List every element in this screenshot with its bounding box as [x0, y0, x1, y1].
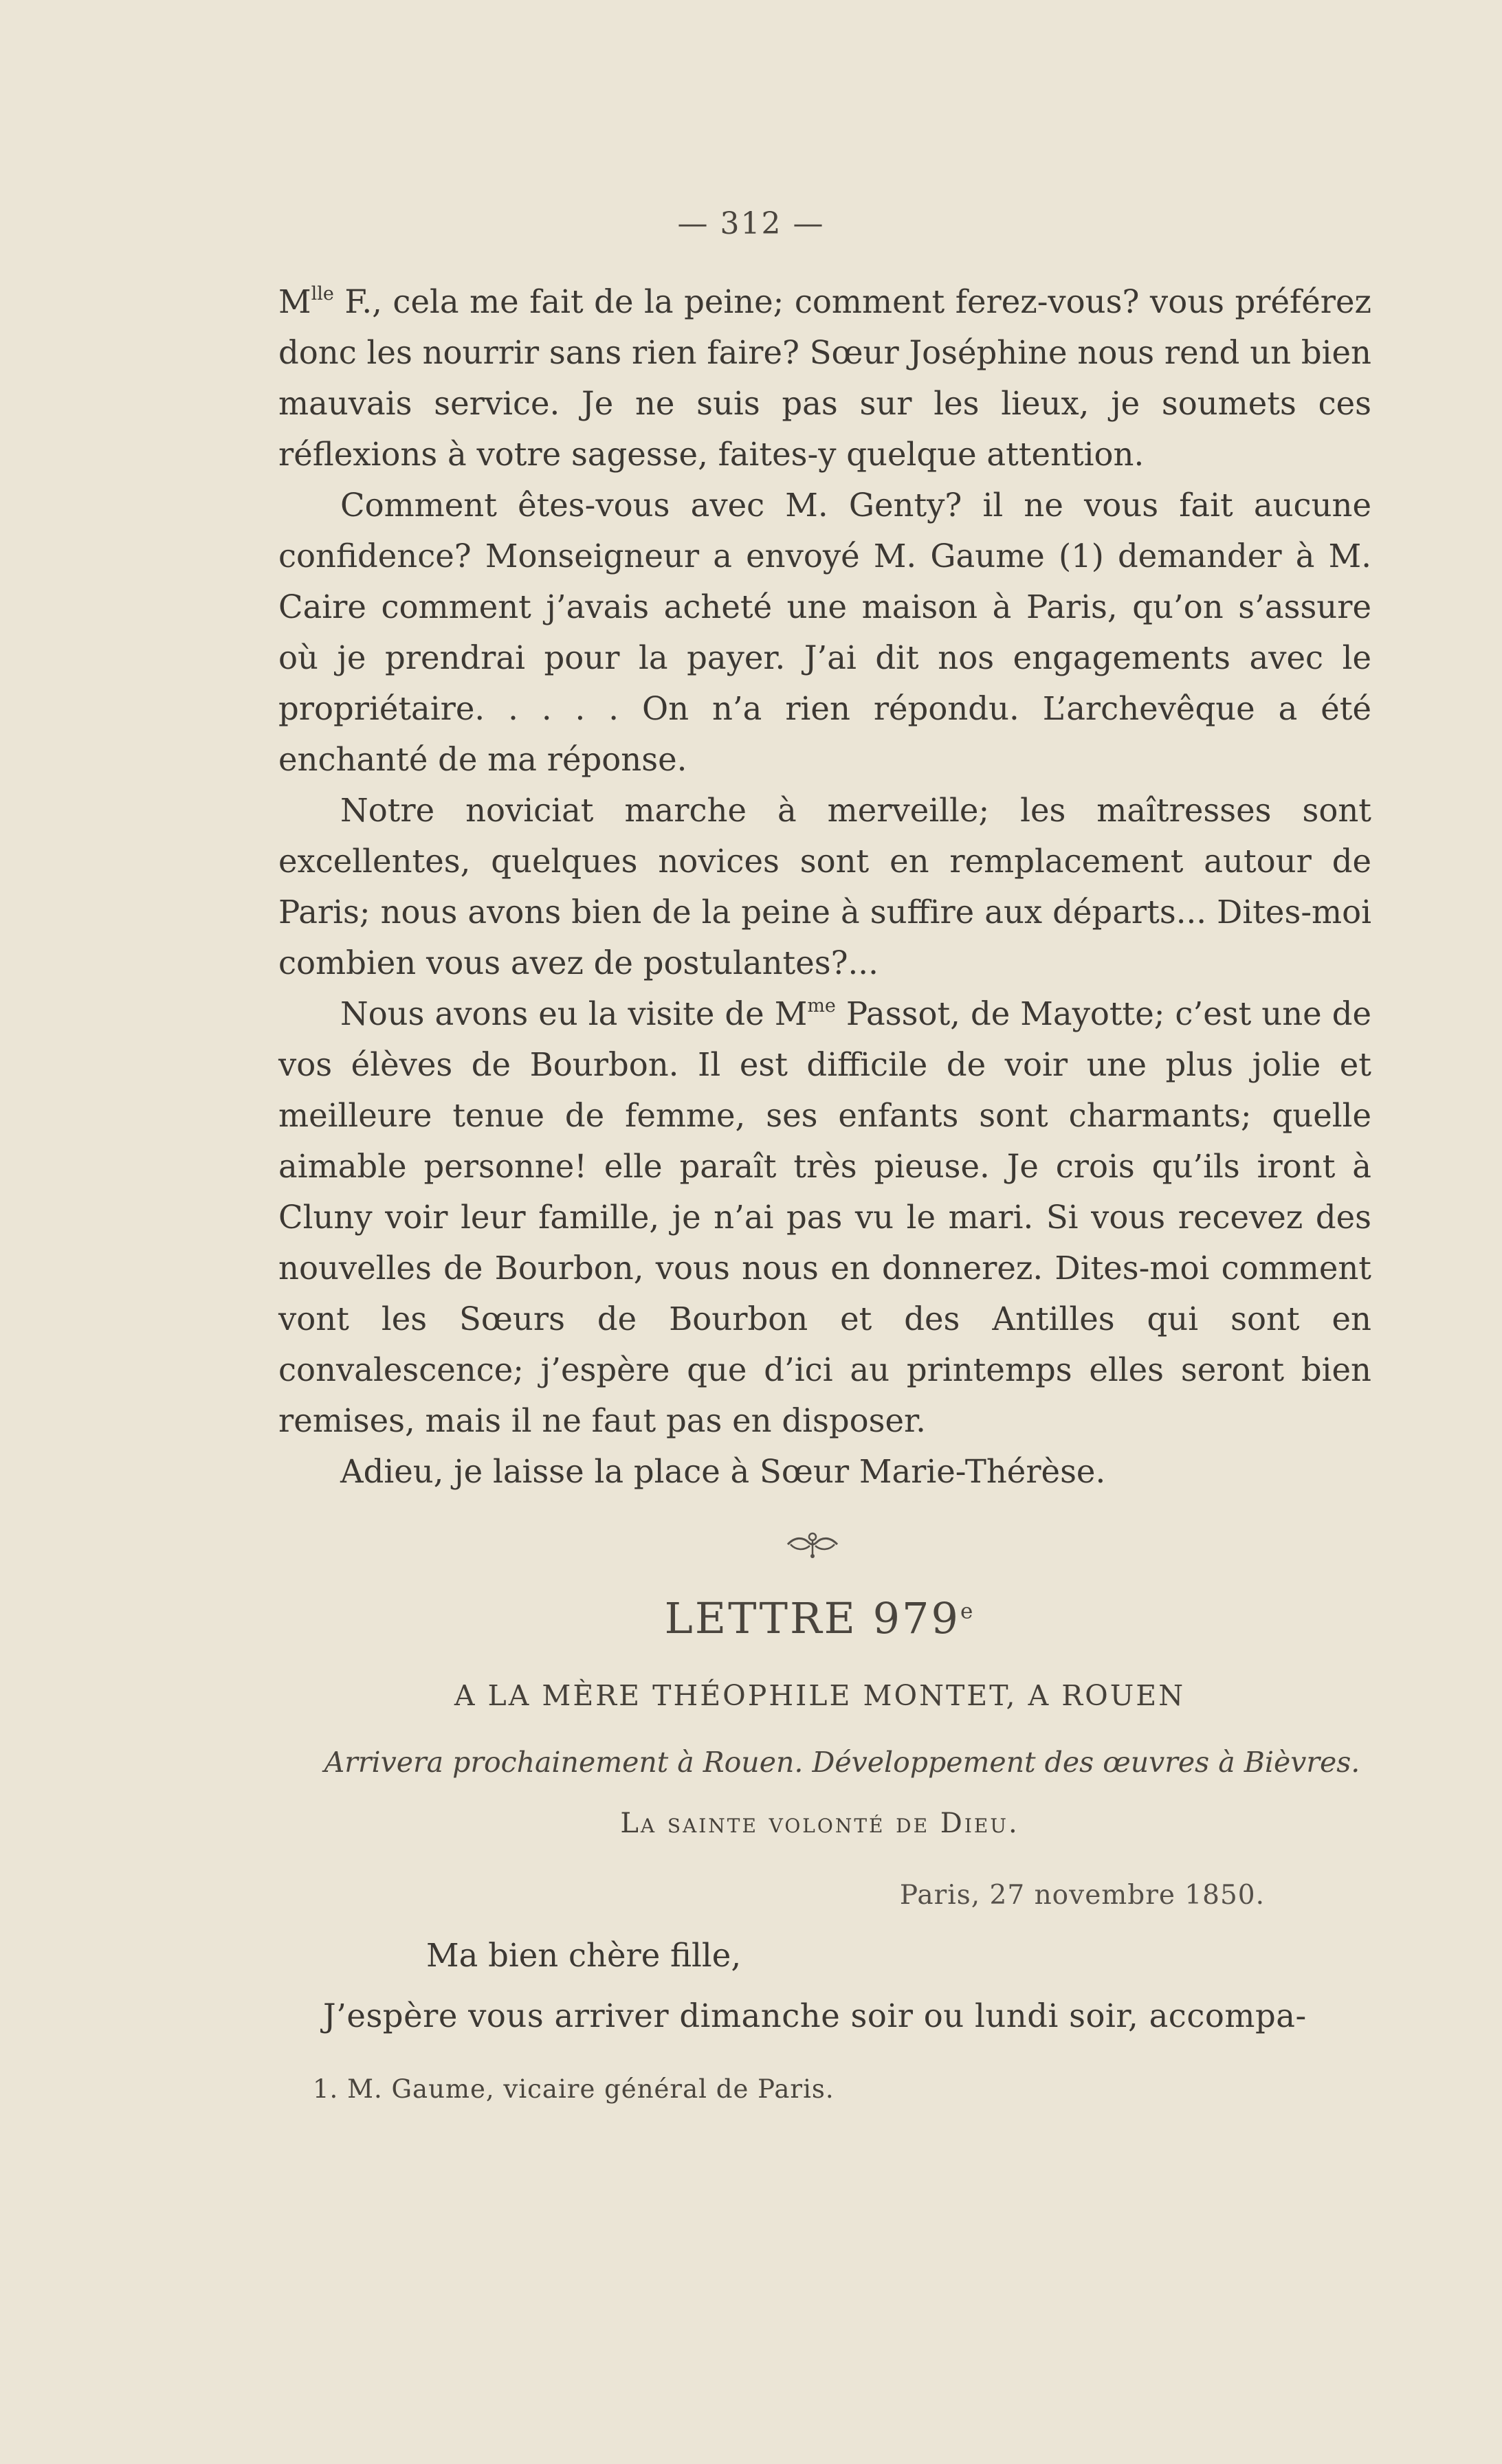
letter-date: Paris, 27 novembre 1850.	[899, 1880, 1265, 1911]
paragraph: Notre noviciat marche à merveille; les maîtresses sont excellentes, quelques novices sont en remplacement autour de Paris; nous avons bien de la peine à suffire aux départs... Dites-moi combien vous avez de postulantes?...	[278, 792, 1371, 981]
letter-opening-line: J’espère vous arriver dimanche soir ou lundi soir, accompa-	[323, 1997, 1307, 2034]
letter-recipient: A LA MÈRE THÉOPHILE MONTET, A ROUEN	[454, 1679, 1186, 1712]
letter-theme: La sainte volonté de Dieu.	[620, 1808, 1019, 1839]
paragraph: Adieu, je laisse la place à Sœur Marie-Thérèse.	[340, 1453, 1106, 1490]
footnote: 1. M. Gaume, vicaire général de Paris.	[313, 2074, 835, 2104]
letter-continuation	[278, 276, 1371, 1497]
salutation: Ma bien chère fille,	[426, 1937, 742, 1974]
paragraph: Nous avons eu la visite de $M^{me}$ Passot, de Mayotte; c’est une de vos élèves de Bourbon. Il est difficile de voir une plus jolie et meilleure tenue de femme, ses enfants sont charmants; quelle aimable personne! elle paraît très pieuse. Je crois qu’ils iront à Cluny voir leur famille, je n’ai pas vu le mari. Si vous recevez des nouvelles de Bourbon, vous nous en donnerez. Dites-moi comment vont les Sœurs de Bourbon et des Antilles qui sont en convalescence; j’espère que d’ici au printemps elles seront bien remises, mais il ne faut pas en disposer.	[278, 995, 1371, 1439]
paragraph: Comment êtes-vous avec M. Genty? il ne vous fait aucune confidence? Monseigneur a envoyé M. Gaume (1) demander à M. Caire comment j’avais acheté une maison à Paris, qu’on s’assure où je prendrai pour la payer. J’ai dit nos engagements avec le propriétaire. . . . . On n’a rien répondu. L’archevêque a été enchanté de ma réponse.	[278, 487, 1371, 778]
page-number: — 312 —	[677, 206, 825, 241]
letter-title: LETTRE 979e	[664, 1593, 975, 1643]
paragraph: $M^{lle}$ F., cela me fait de la peine; comment ferez-vous? vous préférez donc les nourrir sans rien faire? Sœur Joséphine nous rend un bien mauvais service. Je ne suis pas sur les lieux, je soumets ces réflexions à votre sagesse, faites-y quelque attention.	[278, 283, 1371, 473]
letter-summary: Arrivera prochainement à Rouen. Développement des œuvres à Bièvres.	[324, 1746, 1360, 1779]
fleuron-ornament-icon	[785, 1527, 840, 1562]
